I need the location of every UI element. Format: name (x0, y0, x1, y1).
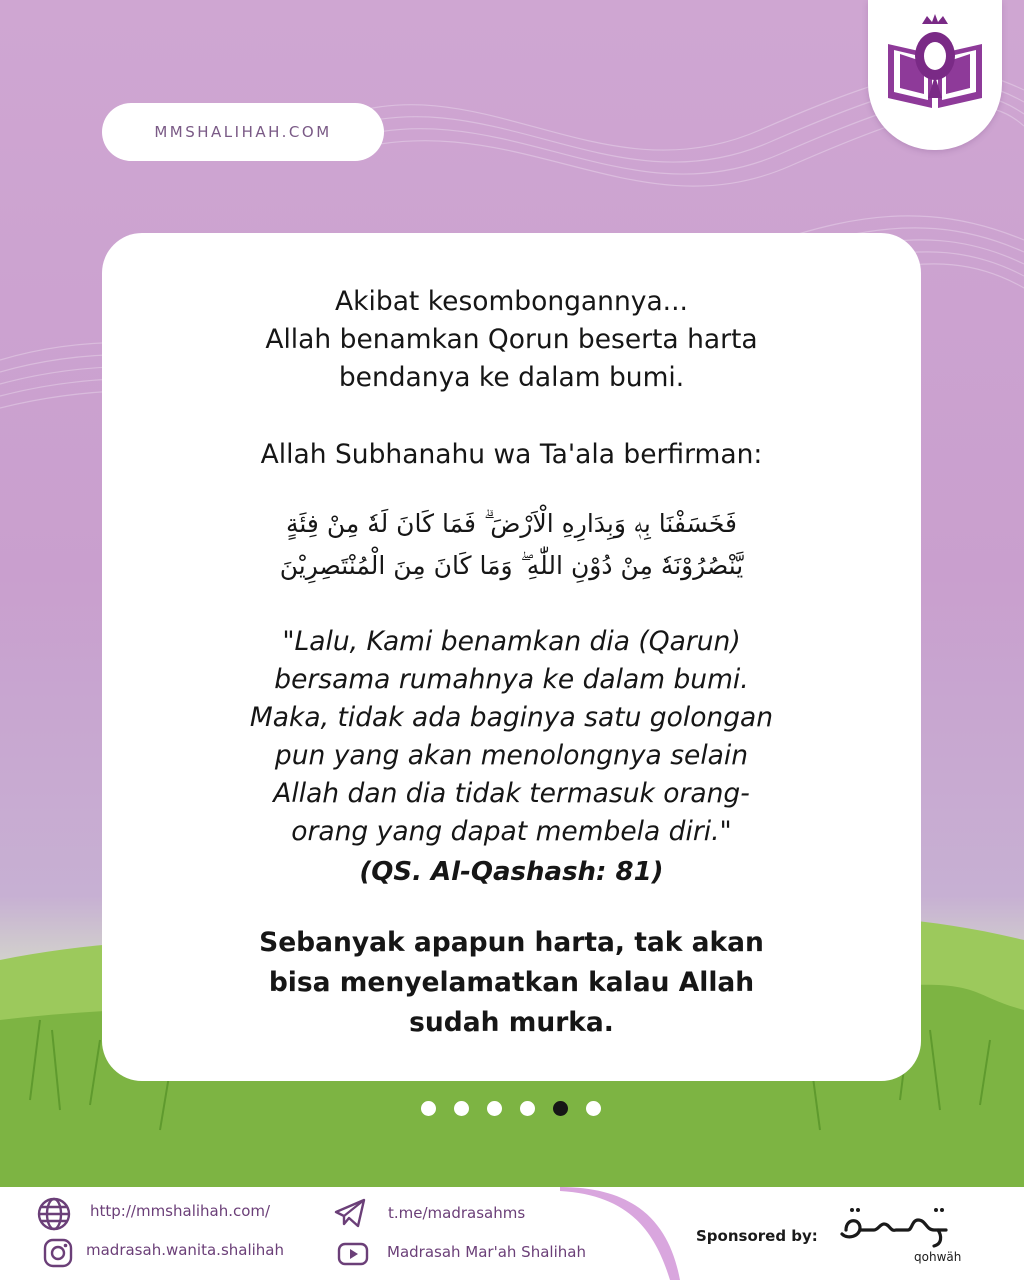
firman-text: Allah Subhanahu wa Ta'ala berfirman: (260, 439, 763, 470)
arabic-verse (102, 503, 921, 587)
sponsor-name: qohwäh (914, 1250, 962, 1264)
intro-line: Akibat kesombongannya... (335, 286, 688, 317)
closing-line: bisa menyelamatkan kalau Allah (268, 967, 755, 998)
page-dot[interactable] (586, 1101, 601, 1116)
translation-line: pun yang akan menolongnya selain (274, 740, 749, 771)
intro-line: Allah benamkan Qorun beserta harta (265, 324, 758, 355)
youtube-link[interactable]: Madrasah Mar'ah Shalihah (387, 1243, 586, 1261)
page-dot[interactable] (487, 1101, 502, 1116)
qohwah-sponsor-logo-icon (838, 1200, 958, 1248)
instagram-icon (42, 1237, 76, 1271)
instagram-link[interactable]: madrasah.wanita.shalihah (86, 1241, 284, 1259)
closing-line: Sebanyak apapun harta, tak akan (259, 927, 764, 958)
page-dot[interactable] (454, 1101, 469, 1116)
translation-line: bersama rumahnya ke dalam bumi. (274, 664, 749, 695)
sponsor-label: Sponsored by: (696, 1227, 818, 1245)
telegram-icon (333, 1196, 367, 1230)
book-crown-logo-icon (880, 10, 990, 120)
website-label: MMSHALIHAH.COM (154, 123, 332, 141)
translation-line: Maka, tidak ada baginya satu golongan (249, 702, 774, 733)
translation-line: orang yang dapat membela diri." (291, 816, 732, 847)
website-link[interactable]: http://mmshalihah.com/ (90, 1202, 271, 1220)
website-label-pill (102, 103, 384, 161)
arabic-line: فَخَسَفْنَا بِهٖ وَبِدَارِهِ الْاَرْضَ ۗ فَمَا كَانَ لَهٗ مِنْ فِئَةٍ (285, 509, 738, 538)
content-card (102, 233, 921, 1081)
closing-line: sudah murka. (409, 1007, 614, 1038)
page-dot[interactable] (520, 1101, 535, 1116)
globe-icon (37, 1197, 71, 1231)
verse-reference: (QS. Al-Qashash: 81) (359, 857, 664, 887)
translation-line: Allah dan dia tidak termasuk orang- (273, 778, 750, 809)
verse-translation (102, 623, 921, 851)
telegram-link[interactable]: t.me/madrasahms (388, 1204, 526, 1222)
closing-message (102, 923, 921, 1043)
page-dot[interactable] (421, 1101, 436, 1116)
intro-text (102, 283, 921, 397)
page-dot[interactable] (553, 1101, 568, 1116)
youtube-icon (337, 1237, 371, 1271)
arabic-line: يَّنْصُرُوْنَهٗ مِنْ دُوْنِ اللّٰهِ ۖ وَمَا كَانَ مِنَ الْمُنْتَصِرِيْنَ (279, 551, 744, 580)
brand-logo-badge (868, 0, 1002, 150)
translation-line: "Lalu, Kami benamkan dia (Qarun) (282, 626, 741, 657)
carousel-pagination (421, 1101, 619, 1117)
intro-line: bendanya ke dalam bumi. (338, 362, 685, 393)
